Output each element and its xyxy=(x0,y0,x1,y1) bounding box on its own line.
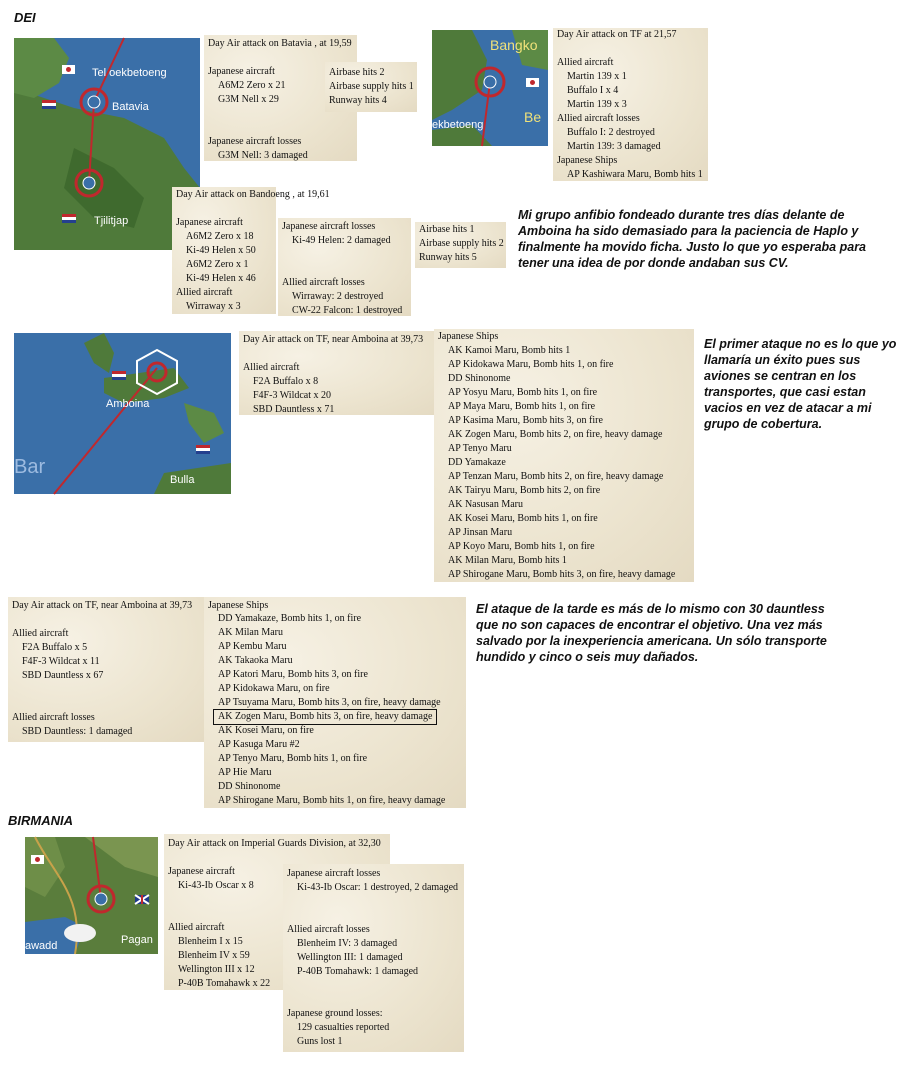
map-label-irrawaddy: awadd xyxy=(25,940,58,952)
loss-entry: Buffalo I: 2 destroyed xyxy=(567,127,655,138)
allied-aircraft-header: Allied aircraft xyxy=(12,628,69,639)
ships-header: Japanese Ships xyxy=(557,155,618,166)
airbase-supply-hits: Airbase supply hits 2 xyxy=(419,238,504,249)
loss-entry: Wirraway: 2 destroyed xyxy=(292,291,384,302)
map-label-telukbetung: Tel oekbetoeng xyxy=(92,67,167,79)
amboina-attack-report-2 xyxy=(8,597,204,742)
map-label-bulla: Bulla xyxy=(170,474,195,486)
runway-hits: Runway hits 5 xyxy=(419,252,477,263)
aircraft-entry: A6M2 Zero x 1 xyxy=(186,259,249,270)
report-title: Day Air attack on Imperial Guards Division, at 32,30 xyxy=(168,838,381,849)
report-title: Day Air attack on Bandoeng , at 19,61 xyxy=(176,189,330,200)
japanese-aircraft-header: Japanese aircraft xyxy=(168,866,235,877)
aircraft-entry: Martin 139 x 1 xyxy=(567,71,627,82)
section-title-dei: DEI xyxy=(14,10,36,25)
ship-entry: AP Kasuga Maru #2 xyxy=(218,739,300,750)
map-label-banda: Bar xyxy=(14,456,46,478)
ship-entry: AK Takaoka Maru xyxy=(218,655,293,666)
ship-entry: AK Kosei Maru, on fire xyxy=(218,725,314,736)
ship-entry: AK Zogen Maru, Bomb hits 3, on fire, heavy damage xyxy=(214,710,436,724)
allied-aircraft-header: Allied aircraft xyxy=(243,362,300,373)
aircraft-entry: F2A Buffalo x 8 xyxy=(253,376,319,387)
map-label-amboina: Amboina xyxy=(106,398,150,410)
report-title: Day Air attack on TF, near Amboina at 39,73 xyxy=(12,600,193,611)
aircraft-entry: Martin 139 x 3 xyxy=(567,99,627,110)
ship-entry: AK Kosei Maru, Bomb hits 1, on fire xyxy=(448,513,598,524)
amboina-ships-report-2 xyxy=(204,597,466,808)
ship-entry: AP Kembu Maru xyxy=(218,641,287,652)
ship-entry: AP Katori Maru, Bomb hits 3, on fire xyxy=(218,669,368,680)
loss-entry: Ki-49 Helen: 2 damaged xyxy=(292,235,391,246)
amboina-ships-report-1 xyxy=(434,329,694,582)
aircraft-entry: F4F-3 Wildcat x 20 xyxy=(253,390,332,401)
airbase-hits: Airbase hits 2 xyxy=(329,67,385,78)
report-title: Day Air attack on Batavia , at 19,59 xyxy=(208,38,352,49)
report-title: Day Air attack on TF at 21,57 xyxy=(557,29,677,40)
loss-entry: Martin 139: 3 damaged xyxy=(567,141,661,152)
loss-entry: P-40B Tomahawk: 1 damaged xyxy=(297,966,419,977)
japanese-losses-header: Japanese aircraft losses xyxy=(287,868,381,879)
allied-losses-header: Allied aircraft losses xyxy=(282,277,365,288)
aircraft-entry: G3M Nell x 29 xyxy=(218,94,279,105)
ship-entry: DD Shinonome xyxy=(218,781,281,792)
ship-entry: AP Jinsan Maru xyxy=(448,527,513,538)
allied-aircraft-header: Allied aircraft xyxy=(557,57,614,68)
bandoeng-airbase-hits xyxy=(415,222,506,268)
aircraft-losses-header: Allied aircraft losses xyxy=(12,712,95,723)
aircraft-entry: Ki-49 Helen x 46 xyxy=(186,273,256,284)
allied-aircraft-header: Allied aircraft xyxy=(176,287,233,298)
ship-entry: AK Kamoi Maru, Bomb hits 1 xyxy=(448,345,571,356)
ship-entry: AP Hie Maru xyxy=(218,767,272,778)
airbase-hits: Airbase hits 1 xyxy=(419,224,475,235)
aircraft-entry: A6M2 Zero x 18 xyxy=(186,231,254,242)
ship-entry: AP Tenyo Maru xyxy=(448,443,512,454)
runway-hits: Runway hits 4 xyxy=(329,95,387,106)
aircraft-entry: Blenheim IV x 59 xyxy=(178,950,250,961)
ship-entry: AP Tenzan Maru, Bomb hits 2, on fire, heavy damage xyxy=(448,471,664,482)
aircraft-entry: Ki-49 Helen x 50 xyxy=(186,245,256,256)
ship-entry: AP Shirogane Maru, Bomb hits 3, on fire, heavy damage xyxy=(448,569,676,580)
aircraft-entry: SBD Dauntless x 67 xyxy=(22,670,104,681)
loss-entry: Wellington III: 1 damaged xyxy=(297,952,403,963)
allied-losses-header: Allied aircraft losses xyxy=(287,924,370,935)
map-label-batavia: Batavia xyxy=(112,101,149,113)
aircraft-entry: A6M2 Zero x 21 xyxy=(218,80,286,91)
loss-entry: G3M Nell: 3 damaged xyxy=(218,150,308,161)
japanese-aircraft-header: Japanese aircraft xyxy=(176,217,243,228)
aircraft-entry: Ki-43-Ib Oscar x 8 xyxy=(178,880,254,891)
ship-entry: AP Kidokawa Maru, Bomb hits 1, on fire xyxy=(448,359,614,370)
ships-header: Japanese Ships xyxy=(208,600,269,611)
aircraft-entry: Wellington III x 12 xyxy=(178,964,255,975)
ship-entry: DD Shinonome xyxy=(448,373,511,384)
ground-loss-entry: 129 casualties reported xyxy=(297,1022,390,1033)
ship-entry: AK Milan Maru xyxy=(218,627,283,638)
aircraft-losses-header: Japanese aircraft losses xyxy=(208,136,302,147)
map-pagan[interactable] xyxy=(25,837,158,954)
batavia-airbase-hits xyxy=(325,62,417,112)
commentary-2: El primer ataque no es lo que yo llamaría un éxito pues sus aviones se centran en los transportes, que casi estan vacios en vez de atacar a mi grupo de cobertura. xyxy=(704,337,897,431)
loss-entry: Blenheim IV: 3 damaged xyxy=(297,938,398,949)
aircraft-entry: F2A Buffalo x 5 xyxy=(22,642,88,653)
tf-attack-report-1 xyxy=(553,28,708,181)
ship-entry: DD Yamakaze, Bomb hits 1, on fire xyxy=(218,613,362,624)
map-label-telukbetung-2: ekbetoeng xyxy=(432,119,484,131)
aircraft-entry: P-40B Tomahawk x 22 xyxy=(178,978,271,989)
allied-aircraft-header: Allied aircraft xyxy=(168,922,225,933)
ship-entry: AP Kidokawa Maru, on fire xyxy=(218,683,330,694)
loss-entry: SBD Dauntless: 1 damaged xyxy=(22,726,133,737)
bandoeng-losses-report xyxy=(278,218,411,316)
ship-entry: AK Nasusan Maru xyxy=(448,499,523,510)
map-label-bangkok: Bangko xyxy=(490,37,538,53)
ship-entry: AP Koyo Maru, Bomb hits 1, on fire xyxy=(448,541,595,552)
commentary-3: El ataque de la tarde es más de lo mismo con 30 dauntless que no son capaces de encontrar el objetivo. Una vez más salvado por la inexperiencia americana. Un sólo transporte hundido y cinco o seis muy dañados. xyxy=(476,602,827,664)
airbase-supply-hits: Airbase supply hits 1 xyxy=(329,81,414,92)
japanese-losses-header: Japanese aircraft losses xyxy=(282,221,376,232)
ship-entry: AP Tenyo Maru, Bomb hits 1, on fire xyxy=(218,753,368,764)
ship-entry: DD Yamakaze xyxy=(448,457,506,468)
loss-entry: CW-22 Falcon: 1 destroyed xyxy=(292,305,403,316)
ship-entry: AP Yosyu Maru, Bomb hits 1, on fire xyxy=(448,387,598,398)
aircraft-losses-header: Allied aircraft losses xyxy=(557,113,640,124)
ground-loss-entry: Guns lost 1 xyxy=(297,1036,343,1047)
aircraft-entry: F4F-3 Wildcat x 11 xyxy=(22,656,100,667)
map-label-tjilitjap: Tjilitjap xyxy=(94,215,129,227)
ship-entry: AK Tairyu Maru, Bomb hits 2, on fire xyxy=(448,485,601,496)
ship-entry: AP Tsuyama Maru, Bomb hits 3, on fire, heavy damage xyxy=(218,697,441,708)
ships-header: Japanese Ships xyxy=(438,331,499,342)
section-title-birmania: BIRMANIA xyxy=(8,813,73,828)
ship-entry: AP Maya Maru, Bomb hits 1, on fire xyxy=(448,401,596,412)
amboina-attack-report-1 xyxy=(239,331,437,415)
aircraft-entry: SBD Dauntless x 71 xyxy=(253,404,335,415)
map-label-be: Be xyxy=(524,109,542,125)
ship-entry: AK Milan Maru, Bomb hits 1 xyxy=(448,555,567,566)
ground-losses-header: Japanese ground losses: xyxy=(287,1008,383,1019)
japanese-aircraft-header: Japanese aircraft xyxy=(208,66,275,77)
map-label-pagan: Pagan xyxy=(121,934,153,946)
ship-entry: AP Kashiwara Maru, Bomb hits 1 xyxy=(567,169,703,180)
ship-entry: AP Kasima Maru, Bomb hits 3, on fire xyxy=(448,415,603,426)
aircraft-entry: Blenheim I x 15 xyxy=(178,936,243,947)
aircraft-entry: Buffalo I x 4 xyxy=(567,85,619,96)
loss-entry: Ki-43-Ib Oscar: 1 destroyed, 2 damaged xyxy=(297,882,459,893)
aircraft-entry: Wirraway x 3 xyxy=(186,301,241,312)
map-amboina[interactable] xyxy=(14,333,231,494)
map-tf-sunda[interactable] xyxy=(432,30,548,146)
report-title: Day Air attack on TF, near Amboina at 39,73 xyxy=(243,334,424,345)
guards-losses-report xyxy=(283,864,464,1052)
ship-entry: AP Shirogane Maru, Bomb hits 1, on fire, heavy damage xyxy=(218,795,446,806)
commentary-1: Mi grupo anfibio fondeado durante tres días delante de Amboina ha sido demasiado para la paciencia de Haplo y finalmente ha movido ficha. Justo lo que yo esperaba para tener una idea de por donde andaban sus CV. xyxy=(518,208,867,270)
ship-entry: AK Zogen Maru, Bomb hits 2, on fire, heavy damage xyxy=(448,429,663,440)
